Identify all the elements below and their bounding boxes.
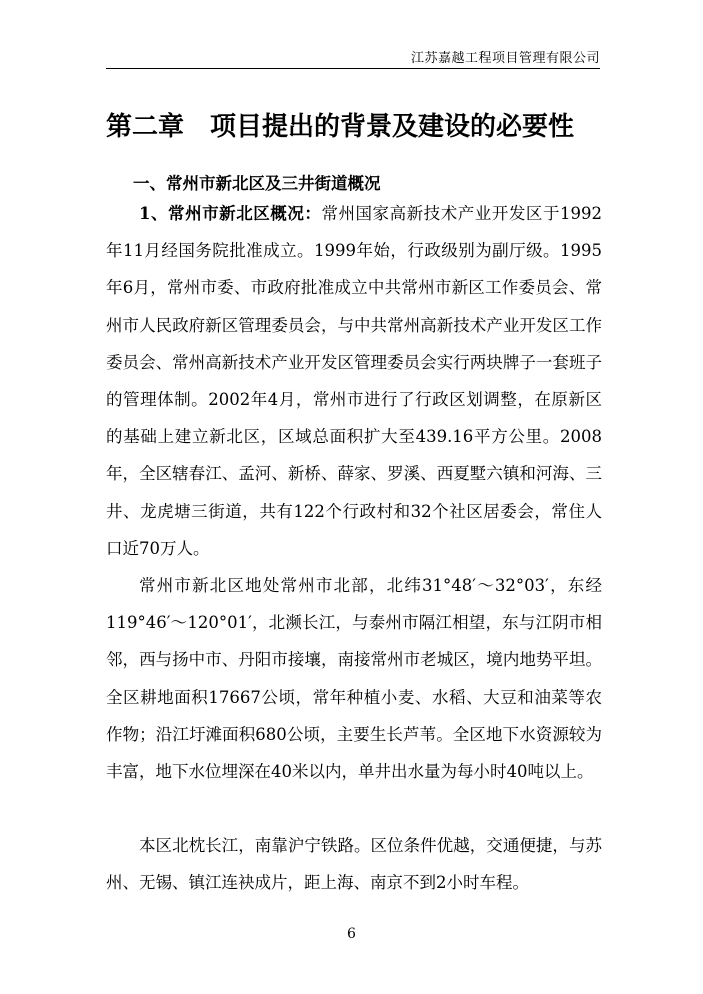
paragraph-location: 本区北枕长江，南靠沪宁铁路。区位条件优越，交通便捷，与苏州、无锡、镇江连袂成片，距上海、南京不到2小时车程。: [106, 836, 602, 893]
page-number: 6: [347, 926, 356, 942]
chapter-title: 第二章 项目提出的背景及建设的必要性: [106, 112, 575, 142]
page-header: [106, 0, 600, 69]
section-heading: 一、常州市新北区及三井街道概况: [133, 174, 381, 193]
company-name: 江苏嘉越工程项目管理有限公司: [410, 51, 600, 66]
paragraph-overview: [106, 195, 602, 567]
paragraph-geography: 常州市新北区地处常州市北部，北纬31°48′～32°03′，东经119°46′～120°01′，北濒长江，与泰州市隔江相望，东与江阴市相邻，西与扬中市、丹阳市接壤，南接常州市老城区，境内地势平坦。全区耕地面积17667公顷，常年种植小麦、水稻、大豆和油菜等农作物；沿江圩滩面积680公顷，主要生长芦苇。全区地下水资源较为丰富，地下水位埋深在40米以内，单井出水量为每小时40吨以上。: [106, 576, 602, 782]
paragraph-lead: 1、常州市新北区概况：: [139, 204, 322, 223]
paragraph-body: 常州国家高新技术产业开发区于1992年11月经国务院批准成立。1999年始，行政级别为副厅级。1995年6月，常州市委、市政府批准成立中共常州市新区工作委员会、常州市人民政府新区管理委员会，与中共常州高新技术产业开发区工作委员会、常州高新技术产业开发区管理委员会实行两块牌子一套班子的管理体制。2002年4月，常州市进行了行政区划调整，在原新区的基础上建立新北区，区域总面积扩大至439.16平方公里。2008年，全区辖春江、孟河、新桥、薛家、罗溪、西夏墅六镇和河海、三井、龙虎塘三街道，共有122个行政村和32个社区居委会，常住人口近70万人。: [106, 204, 602, 558]
